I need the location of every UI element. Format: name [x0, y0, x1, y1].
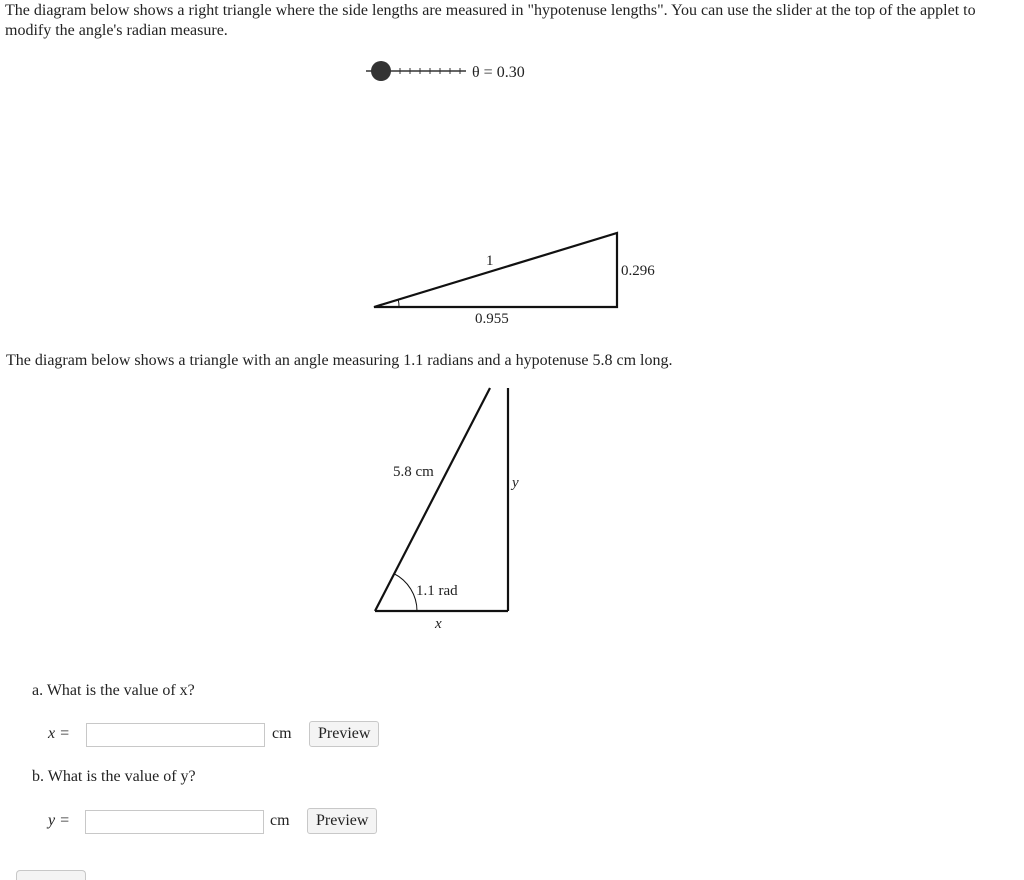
question-b: b. What is the value of y?: [32, 768, 196, 785]
angle-label: 1.1 rad: [416, 583, 458, 599]
y-side-label: y: [512, 475, 519, 491]
hypotenuse-label: 1: [486, 253, 494, 269]
slider-readout: θ = 0.30: [472, 64, 525, 81]
question-a: a. What is the value of x?: [32, 682, 195, 699]
hypotenuse-applet: [0, 0, 1024, 340]
x-variable-label: x =: [48, 725, 70, 742]
x-side-label: x: [435, 616, 442, 632]
opposite-side-label: 0.296: [621, 263, 655, 279]
triangle2-description: The diagram below shows a triangle with an angle measuring 1.1 radians and a hypotenuse 5.8 cm long.: [6, 352, 673, 369]
x-unit-label: cm: [272, 725, 292, 742]
intro-text: The diagram below shows a right triangle where the side lengths are measured in "hypotenuse lengths". You can use the slider at the top of the applet to modify the angle's radian measure.: [5, 2, 976, 39]
hypotenuse-side: [375, 388, 490, 611]
slider-handle[interactable]: [371, 61, 391, 81]
preview-y-button[interactable]: Preview: [307, 808, 377, 834]
unit-triangle: [374, 233, 617, 307]
adjacent-side-label: 0.955: [475, 311, 509, 327]
theta-slider[interactable]: [366, 61, 466, 81]
y-variable-label: y =: [48, 812, 70, 829]
y-unit-label: cm: [270, 812, 290, 829]
triangle-diagram: [0, 380, 1024, 640]
x-answer-input[interactable]: [86, 723, 265, 747]
preview-x-button[interactable]: Preview: [309, 721, 379, 747]
hypotenuse-length-label: 5.8 cm: [393, 464, 434, 480]
angle-arc: [394, 574, 417, 612]
y-answer-input[interactable]: [85, 810, 264, 834]
